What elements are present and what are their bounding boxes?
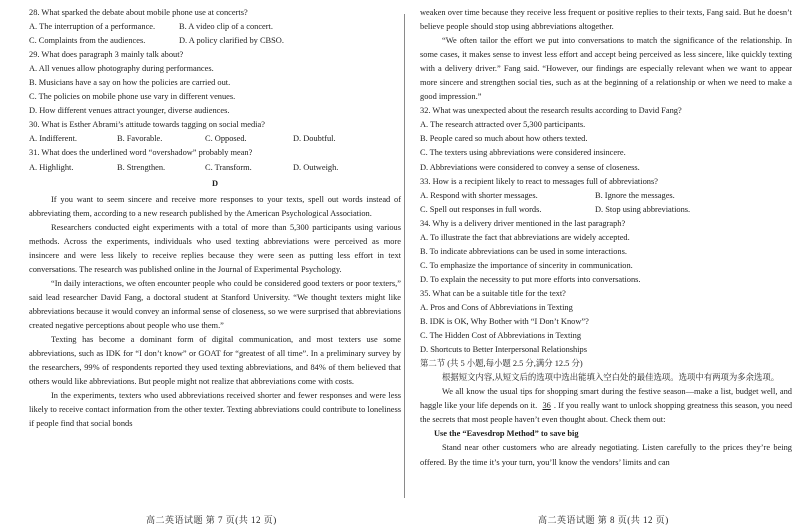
option-34a: A. To illustrate the fact that abbreviations are widely accepted. bbox=[420, 232, 630, 242]
option-28b: B. A video clip of a concert. bbox=[179, 22, 273, 32]
question-32-stem: 32. What was unexpected about the research results according to David Fang? bbox=[420, 106, 682, 116]
option-30c: C. Opposed. bbox=[205, 134, 247, 144]
blank-36: 36 bbox=[542, 401, 551, 411]
question-28-stem: 28. What sparked the debate about mobile phone use at concerts? bbox=[29, 8, 248, 17]
option-33a: A. Respond with shorter messages. bbox=[420, 190, 538, 200]
paragraph-8-part-2: If you really want to unlock shopping greatness this season, you need the secrets that most people haven’t even thought about. Check them out: bbox=[420, 401, 793, 425]
question-33-stem: 33. How is a recipient likely to react to messages full of abbreviations? bbox=[420, 176, 658, 186]
option-31d: D. Outweigh. bbox=[293, 162, 339, 172]
question-35-stem: 35. What can be a suitable title for the text? bbox=[420, 288, 566, 298]
question-33-options-cd bbox=[420, 203, 792, 217]
option-29b: B. Musicians have a say on how the policies are carried out. bbox=[29, 78, 231, 88]
question-30-stem: 30. What is Esther Abrami’s attitude towards tagging on social media? bbox=[29, 120, 265, 130]
option-29d: D. How different venues attract younger, diverse audiences. bbox=[29, 106, 230, 116]
option-28a: A. The interruption of a performance. bbox=[29, 22, 156, 32]
passage-paragraph-4: Texting has become a dominant form of digital communication, and most texters use some abbreviations, such as IDK for “I don’t know” or GOAT for “greatest of all time”. In a preliminary survey by the researchers, 99% of respondents reported they used texting abbreviations, and 84% of them believed that others would like abbreviations. But people might not realize that abbreviations come with costs. bbox=[29, 335, 401, 387]
option-35d: D. Shortcuts to Better Interpersonal Relationships bbox=[420, 345, 588, 355]
section-d-label: D bbox=[211, 178, 219, 188]
right-page bbox=[420, 6, 792, 470]
option-31a: A. Highlight. bbox=[29, 162, 74, 172]
option-29a: A. All venues allow photography during performances. bbox=[29, 64, 214, 74]
option-28c: C. Complaints from the audiences. bbox=[29, 36, 146, 46]
passage-paragraph-5: In the experiments, texters who used abbreviations received shorter and fewer responses and were less likely to receive contact information from the other texter. Texting abbreviations could contribute to loneliness if people find that social bonds bbox=[29, 391, 401, 429]
option-33d: D. Stop using abbreviations. bbox=[595, 204, 691, 214]
passage-paragraph-2: Researchers conducted eight experiments with a total of more than 5,300 participants using various methods. Across the experiments, individuals who used texting abbreviations were perceived as more insincere and were less likely to receive replies because they were seen as putting less effort in text conversations. The research was published online in the Journal of Experimental Psychology. bbox=[29, 222, 401, 274]
option-30d: D. Doubtful. bbox=[293, 134, 336, 144]
footer-left: 高二英语试题 第 7 页(共 12 页) bbox=[146, 515, 277, 525]
option-28d: D. A policy clarified by CBSO. bbox=[179, 36, 284, 46]
option-34b: B. To indicate abbreviations can be used in some interactions. bbox=[420, 246, 627, 256]
option-32c: C. The texters using abbreviations were considered insincere. bbox=[420, 148, 626, 158]
option-31c: C. Transform. bbox=[205, 162, 252, 172]
option-30b: B. Favorable. bbox=[117, 134, 163, 144]
passage-paragraph-8: We all know the usual tips for shopping smart during the festive season—make a list, budget well, and haggle like your life depends on it. 36 . If you really want to unlock shopping greatness this season, you need the secrets that most people haven’t even thought about. Check them out: bbox=[420, 387, 793, 425]
left-page bbox=[29, 6, 401, 431]
option-35c: C. The Hidden Cost of Abbreviations in Texting bbox=[420, 331, 582, 341]
question-34-stem: 34. Why is a delivery driver mentioned in the last paragraph? bbox=[420, 218, 626, 228]
passage-paragraph-7: “We often tailor the effort we put into conversations to match the significance of the relationship. In some cases, it makes sense to invest less effort and accept being perceived as less sincere, like quickly texting with a delivery driver.” Fang said. “However, our findings are especially relevant when we want to appear more sincere and strengthen social ties, such as at the beginning of a relationship or when we need to make a good impression.” bbox=[420, 36, 792, 102]
option-32d: D. Abbreviations were considered to convey a sense of closeness. bbox=[420, 162, 640, 172]
subheading-eavesdrop: Use the “Eavesdrop Method” to save big bbox=[434, 429, 579, 439]
footer-right: 高二英语试题 第 8 页(共 12 页) bbox=[538, 515, 669, 525]
section-2-instructions: 根据短文内容,从短文后的选项中选出能填入空白处的最佳选项。选项中有两项为多余选项。 bbox=[442, 373, 780, 383]
section-2-title: 第二节 (共 5 小题,每小题 2.5 分,满分 12.5 分) bbox=[420, 359, 583, 369]
option-34c: C. To emphasize the importance of sincerity in communication. bbox=[420, 260, 633, 270]
option-33c: C. Spell out responses in full words. bbox=[420, 204, 542, 214]
question-29-stem: 29. What does paragraph 3 mainly talk about? bbox=[29, 50, 184, 60]
question-33-options-ab bbox=[420, 189, 792, 203]
question-31-stem: 31. What does the underlined word “overshadow” probably mean? bbox=[29, 148, 253, 158]
passage-paragraph-3: “In daily interactions, we often encounter people who could be considered good texters or poor texters,” said lead researcher David Fang, a doctoral student at Stanford University. “We thought texters might like abbreviations because it would convey an informal sense of closeness, so we were surprised that abbreviations created negative perceptions about people who use them.” bbox=[29, 278, 401, 331]
option-33b: B. Ignore the messages. bbox=[595, 190, 675, 200]
question-28-options-cd bbox=[29, 34, 401, 48]
passage-paragraph-1: If you want to seem sincere and receive more responses to your texts, spell out words instead of abbreviating them, according to a new research published by the American Psychological Association. bbox=[29, 194, 401, 218]
option-30a: A. Indifferent. bbox=[29, 134, 77, 144]
paragraph-8-part-1: We all know the usual tips for shopping smart during the festive season—make a list, budget well, and haggle like your life depends on it. bbox=[420, 387, 792, 411]
option-29c: C. The policies on mobile phone use vary in different venues. bbox=[29, 92, 236, 102]
option-35b: B. IDK is OK, Why Bother with “I Don’t Know”? bbox=[420, 317, 589, 327]
option-34d: D. To explain the necessity to put more efforts into conversations. bbox=[420, 274, 641, 284]
option-31b: B. Strengthen. bbox=[117, 162, 166, 172]
question-30-options bbox=[29, 132, 401, 146]
passage-paragraph-6: weaken over time because they receive less frequent or positive replies to their texts, Fang said. But he doesn’t believe people should stop using abbreviations altogether. bbox=[420, 8, 792, 32]
passage-paragraph-9: Stand near other customers who are already negotiating. Listen carefully to the prices they’re being offered. By the time it’s your turn, you’ll know the vendors’ limits and can bbox=[420, 443, 792, 467]
option-35a: A. Pros and Cons of Abbreviations in Texting bbox=[420, 302, 573, 312]
option-32a: A. The research attracted over 5,300 participants. bbox=[420, 120, 586, 130]
question-31-options bbox=[29, 161, 401, 175]
option-32b: B. People cared so much about how others texted. bbox=[420, 134, 588, 144]
page-divider bbox=[404, 14, 405, 498]
question-28-options-ab bbox=[29, 20, 401, 34]
